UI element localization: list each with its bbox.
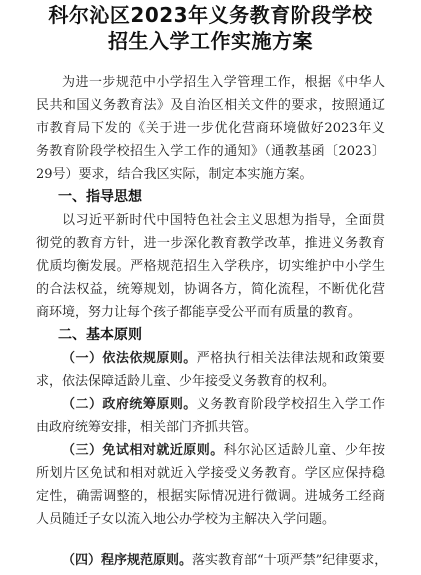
section-heading-basic-principles: 二、基本原则 [58, 327, 142, 343]
section1-line-4: 的合法权益，统筹规划，协调各方，简化流程，不断优化营 [36, 282, 385, 297]
principle-3-line-2: 所划片区免试和相对就近入学接受义务教育。学区应保持稳 [36, 466, 385, 481]
principle-2-text: 义务教育阶段学校招生入学工作 [196, 397, 385, 412]
intro-line-4: 务教育阶段学校招生入学工作的通知》（通教基函〔2023〕 [36, 144, 385, 159]
intro-line-1: 为进一步规范中小学招生入学管理工作，根据《中华人 [62, 75, 385, 90]
principle-3-line-3: 定性，确需调整的，根据实际情况进行微调。进城务工经商 [36, 489, 385, 504]
principle-1-line-1 [62, 350, 385, 367]
section1-line-2: 彻党的教育方针，进一步深化教育教学改革，推进义务教育 [36, 236, 385, 251]
principle-1-text: 严格执行相关法律法规和政策要 [196, 351, 385, 366]
section1-line-5: 商环境，努力让每个孩子都能享受公平而有质量的教育。 [36, 305, 362, 320]
intro-line-3: 市教育局下发的《关于进一步优化营商环境做好2023年义 [36, 121, 385, 136]
document-title-line-1: 科尔沁区2023年义务教育阶段学校 [48, 3, 373, 27]
intro-line-5: 29号）要求，结合我区实际，制定本实施方案。 [36, 167, 313, 182]
principle-3-line-1 [62, 442, 385, 459]
principle-2-label: （二）政府统筹原则。 [62, 397, 197, 412]
principle-2-line-1 [62, 396, 385, 413]
principle-1-line-2: 求，依法保障适龄儿童、少年接受义务教育的权利。 [36, 374, 336, 389]
principle-4-text: 落实教育部“十项严禁”纪律要求， [192, 553, 388, 568]
section1-line-1: 以习近平新时代中国特色社会主义思想为指导，全面贯 [62, 213, 385, 228]
principle-3-line-4: 人员随迁子女以流入地公办学校为主解决入学问题。 [36, 512, 336, 527]
principle-4-label: （四）程序规范原则。 [62, 553, 193, 568]
document-title-line-2: 招生入学工作实施方案 [108, 29, 313, 53]
principle-3-label: （三）免试相对就近原则。 [62, 443, 224, 458]
section-heading-guiding-ideology: 一、指导思想 [58, 189, 142, 205]
intro-line-2: 民共和国义务教育法》及自治区相关文件的要求，按照通辽 [36, 98, 385, 113]
principle-4-line-1 [62, 552, 388, 569]
principle-1-label: （一）依法依规原则。 [62, 351, 197, 366]
section1-line-3: 优质均衡发展。严格规范招生入学秩序，切实维护中小学生 [36, 259, 385, 274]
principle-3-text: 科尔沁区适龄儿童、少年按 [223, 443, 385, 458]
principle-2-line-2: 由政府统筹安排，相关部门齐抓共管。 [36, 420, 258, 435]
